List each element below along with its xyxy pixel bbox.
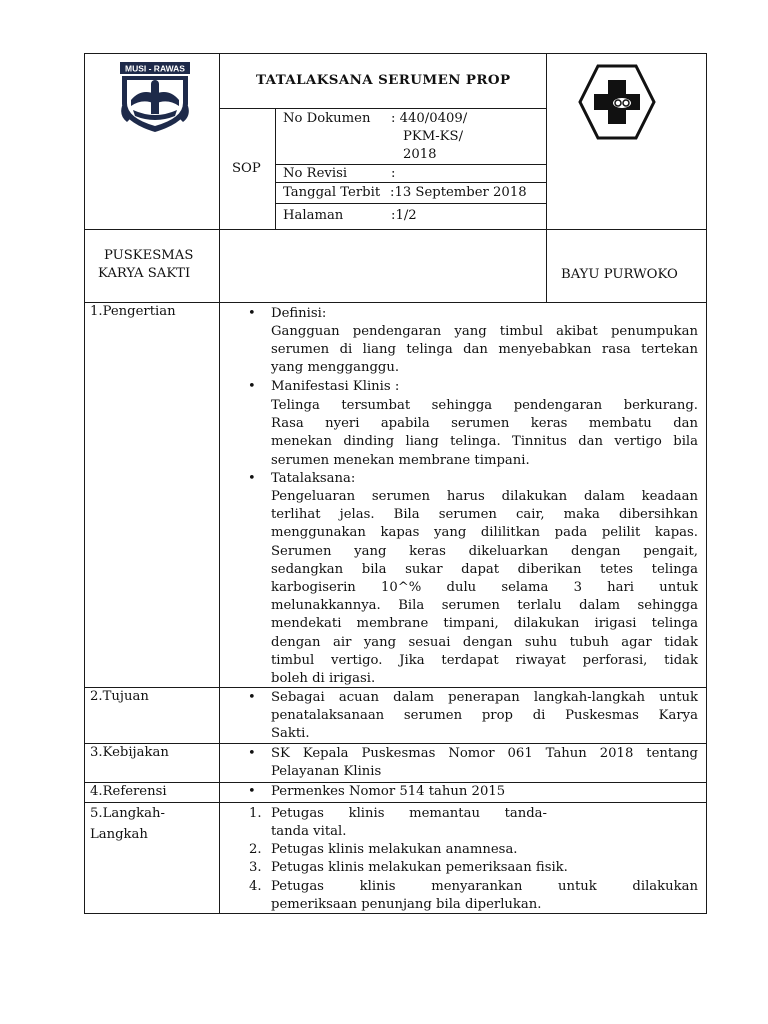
tujuan-text <box>271 689 698 744</box>
institution-bottom-line <box>84 302 707 303</box>
document-title: TATALAKSANA SERUMEN PROP <box>256 72 511 88</box>
bullet: • <box>248 306 256 321</box>
bullet: • <box>248 784 256 799</box>
text-line: dengan air yang sesuai dengan suhu tubuh agar tidak <box>271 634 698 650</box>
text-line: melunakkannya. Bila serumen terlalu dalam sehingga <box>271 598 698 614</box>
text-line: Sakti. <box>271 726 310 742</box>
step-number: 2. <box>249 842 262 857</box>
text-line: Gangguan pendengaran yang timbul akibat penumpukan <box>271 324 698 339</box>
step-2-text: Petugas klinis melakukan anamnesa. <box>271 842 518 857</box>
step-3-text: Petugas klinis melakukan pemeriksaan fisik. <box>271 860 568 875</box>
text-line: SK Kepala Puskesmas Nomor 061 Tahun 2018 tentang <box>271 746 698 761</box>
doc-no-value-line3: 2018 <box>403 147 437 162</box>
header-bottom-line <box>84 229 707 230</box>
text-line: timbul vertigo. Jika terdapat riwayat perforasi, tidak <box>271 652 698 668</box>
text-line: sedangkan bila sukar dapat diberikan tetes telinga <box>271 561 698 577</box>
bullet: • <box>248 690 256 705</box>
health-cross-logo <box>577 60 657 146</box>
section-label-referensi: 4.Referensi <box>90 784 167 799</box>
institution-name-line1: PUSKESMAS <box>104 248 194 263</box>
sop-label: SOP <box>232 161 261 176</box>
bullet: • <box>248 379 256 394</box>
text-line: Telinga tersumbat sehingga pendengaran berkurang. <box>271 398 698 413</box>
date-row-line <box>275 203 546 204</box>
text-line: pemeriksaan penunjang bila diperlukan. <box>271 897 542 913</box>
text-line: mendekati membrane timpani, dilakukan irigasi telinga <box>271 616 698 632</box>
revision-label: No Revisi <box>283 166 348 181</box>
tatalaksana-text <box>271 488 698 688</box>
step-1-text <box>271 805 547 841</box>
text-line: terlihat jelas. Bila serumen cair, maka dibersihkan <box>271 507 698 523</box>
table-border-right <box>706 53 707 914</box>
sop-divider <box>275 108 276 229</box>
text-line: menggunakan kapas yang dililitkan pada pelilit kapas. <box>271 525 698 541</box>
text-line: penatalaksanaan serumen prop di Puskesmas Karya <box>271 708 698 724</box>
text-line: menekan dinding liang telinga. Tinnitus dan vertigo bila <box>271 434 698 450</box>
text-line: boleh di irigasi. <box>271 670 376 686</box>
page-value: :1/2 <box>391 208 417 223</box>
text-line: tanda vital. <box>271 824 347 840</box>
bullet: • <box>248 746 256 761</box>
revision-value: : <box>391 166 396 181</box>
text-line: Sebagai acuan dalam penerapan langkah-langkah untuk <box>271 690 698 705</box>
bullet: • <box>248 471 256 486</box>
section-label-kebijakan: 3.Kebijakan <box>90 745 169 760</box>
tatalaksana-heading: Tatalaksana: <box>271 471 356 486</box>
title-row-line <box>219 108 546 109</box>
text-line: Pelayanan Klinis <box>271 764 382 780</box>
text-line: Petugas klinis memantau tanda- <box>271 806 547 821</box>
section-label-tujuan: 2.Tujuan <box>90 689 149 704</box>
text-line: Pengeluaran serumen harus dilakukan dalam keadaan <box>271 489 698 504</box>
text-line: yang mengganggu. <box>271 360 400 376</box>
signer-name: BAYU PURWOKO <box>561 267 678 282</box>
kebijakan-text <box>271 745 698 781</box>
issue-date-value: :13 September 2018 <box>390 185 527 200</box>
section-label-langkah-line2: Langkah <box>90 827 148 842</box>
column-divider-left <box>219 53 220 914</box>
text-line: karbogiserin 10^% dulu selama 3 hari untuk <box>271 579 698 595</box>
step-4-text <box>271 878 698 914</box>
text-line: Petugas klinis menyarankan untuk dilakukan <box>271 879 698 894</box>
regency-emblem-logo <box>117 60 193 134</box>
step-number: 4. <box>249 879 262 894</box>
text-line: Rasa nyeri apabila serumen keras membatu dan <box>271 416 698 432</box>
text-line: serumen menekan membrane timpani. <box>271 452 530 468</box>
issue-date-label: Tanggal Terbit <box>283 185 381 200</box>
definisi-heading: Definisi: <box>271 306 327 321</box>
manifestasi-text <box>271 397 698 470</box>
doc-no-value-line2: PKM-KS/ <box>403 129 464 144</box>
emblem-banner-text: MUSI - RAWAS <box>125 63 185 74</box>
referensi-text: Permenkes Nomor 514 tahun 2015 <box>271 784 506 799</box>
section-label-langkah-line1: 5.Langkah- <box>90 806 165 821</box>
definisi-text <box>271 323 698 378</box>
table-border-left <box>84 53 85 914</box>
text-line: serumen di liang telinga dan menyebabkan rasa tertekan <box>271 342 698 358</box>
row-line-langkah <box>84 802 707 803</box>
doc-no-label: No Dokumen <box>283 111 371 126</box>
step-number: 1. <box>249 806 262 821</box>
manifestasi-heading: Manifestasi Klinis : <box>271 379 400 394</box>
section-label-pengertian: 1.Pengertian <box>90 304 176 319</box>
doc-no-value-line1: : 440/0409/ <box>391 111 468 126</box>
table-border-top <box>84 53 707 54</box>
institution-name-line2: KARYA SAKTI <box>98 266 191 281</box>
column-divider-right <box>546 53 547 302</box>
step-number: 3. <box>249 860 262 875</box>
page-label: Halaman <box>283 208 344 223</box>
text-line: Serumen yang keras dikeluarkan dengan pengait, <box>271 543 698 559</box>
